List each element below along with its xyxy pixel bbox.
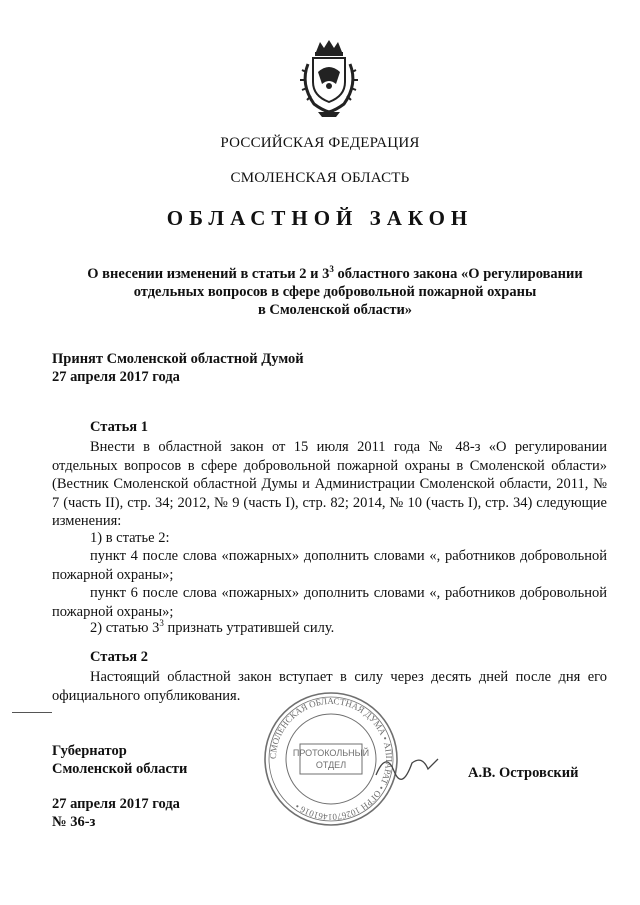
article-1-heading: Статья 1: [90, 419, 148, 435]
law-signing-date: 27 апреля 2017 года: [52, 796, 180, 812]
signatory-name: А.В. Островский: [468, 765, 579, 781]
country-name: РОССИЙСКАЯ ФЕДЕРАЦИЯ: [220, 135, 420, 151]
document-type-heading: ОБЛАСТНОЙ ЗАКОН: [166, 206, 474, 230]
region-name: СМОЛЕНСКАЯ ОБЛАСТЬ: [230, 170, 410, 186]
article-1-item-1-point-6: пункт 6 после слова «пожарных» дополнить словами «, работников добровольной пожарной охраны»;: [52, 585, 607, 620]
signatory-position: [52, 742, 187, 778]
law-title-line-3: в Смоленской области»: [257, 302, 413, 318]
article-1-item-1-point-4: пункт 4 после слова «пожарных» дополнить словами «, работников добровольной пожарной охраны»;: [52, 548, 607, 583]
coat-of-arms-emblem: [296, 38, 362, 118]
signatory-position-line-2: Смоленской области: [52, 761, 188, 777]
margin-mark: [12, 712, 52, 713]
adoption-date: 27 апреля 2017 года: [52, 369, 180, 385]
article-2-text: Настоящий областной закон вступает в силу через десять дней после дня его официального опубликования.: [52, 669, 607, 704]
law-title: [70, 265, 600, 319]
article-1-item-2: 2) статью $3^3$ признать утратившей силу.: [90, 618, 335, 636]
law-title-line-1: О внесении изменений в статьи 2 и $3^3$ областного закона «О регулировании: [87, 264, 583, 282]
seal-center-line-1: ПРОТОКОЛЬНЫЙ: [292, 748, 370, 758]
handwritten-signature: [372, 745, 442, 785]
article-2-heading: Статья 2: [90, 649, 148, 665]
law-title-line-2: отдельных вопросов в сфере добровольной пожарной охраны: [133, 284, 537, 300]
article-1-intro: Внести в областной закон от 15 июля 2011 года № 48-з «О регулировании отдельных вопросов в сфере добровольной пожарной охраны в Смоленской области» (Вестник Смоленской областной Думы и Администрации Смоленской области, 2011, № 7 (часть II), стр. 34; 2012, № 9 (часть I), стр. 82; 2014, № 10 (часть I), стр. 34) следующие изменения:: [52, 439, 607, 529]
seal-ring-text: СМОЛЕНСКАЯ ОБЛАСТНАЯ ДУМА • АППАРАТ • ОГРН 1026701461016 •: [267, 695, 395, 823]
law-number: № 36-з: [52, 814, 96, 830]
seal-center-line-2: ОТДЕЛ: [315, 760, 347, 770]
adoption-body: Принят Смоленской областной Думой: [52, 351, 304, 367]
signatory-position-line-1: Губернатор: [52, 743, 127, 759]
article-1-item-1: 1) в статье 2:: [90, 530, 170, 546]
adoption-note: [52, 350, 304, 386]
law-date-number: [52, 795, 180, 831]
